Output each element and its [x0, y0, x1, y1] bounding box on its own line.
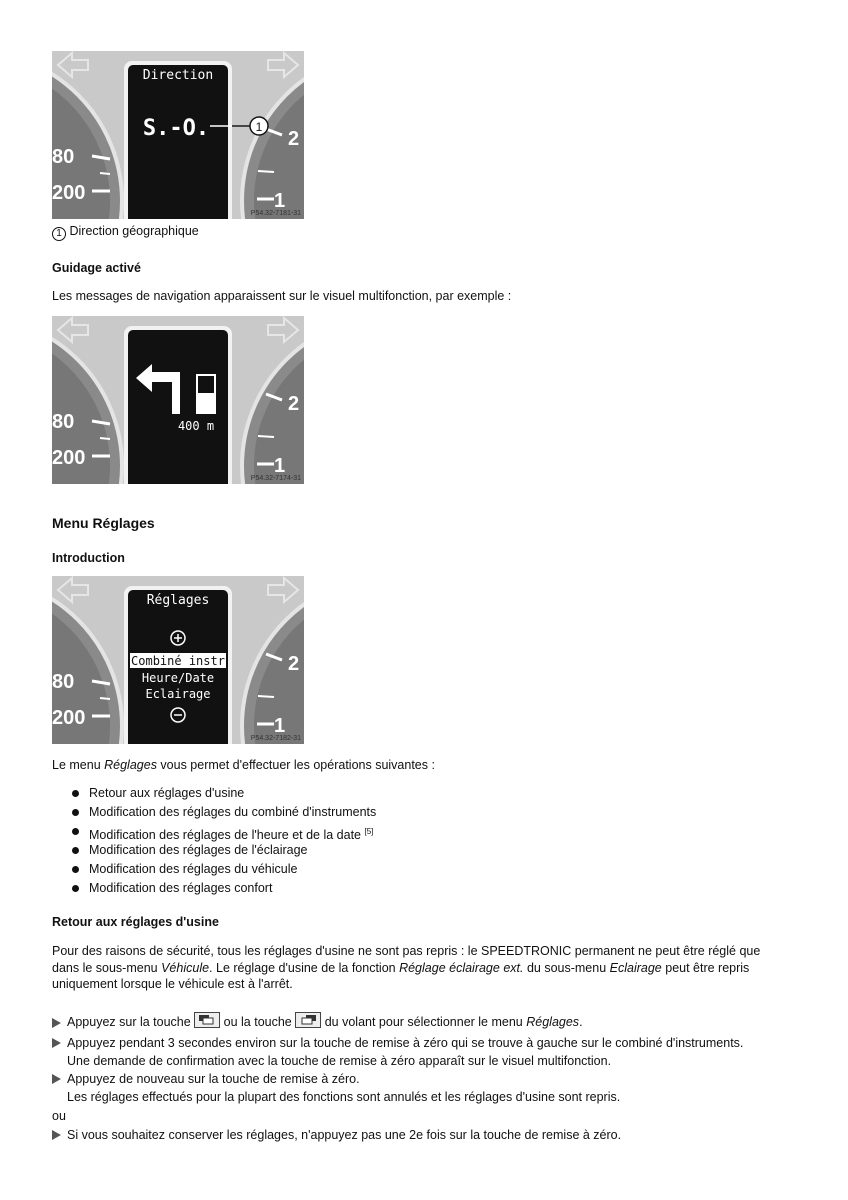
gauge-right-1: 1 [274, 455, 286, 477]
list-item: Modification des réglages confort [70, 879, 376, 898]
callout-number: 1 [255, 120, 263, 134]
bullet-icon [72, 809, 79, 816]
operations-list [70, 784, 376, 898]
list-item: Retour aux réglages d'usine [70, 784, 376, 803]
step-1: Appuyez sur la touche ou la touche du volant pour sélectionner le menu Réglages. [52, 1012, 792, 1034]
step-2: Appuyez pendant 3 secondes environ sur la touche de remise à zéro qui se trouve à gauche sur le combiné d'instruments. Une demande de confirmation avec la touche de remise à zéro apparaît sur le visuel multifonction. [52, 1034, 792, 1070]
retour-line-2: dans le sous-menu Véhicule. Le réglage d'usine de la fonction Réglage éclairage ext. du sous-menu Eclairage peut être repris [52, 960, 750, 975]
list-item: Modification des réglages de l'heure et de la date [5] [70, 822, 376, 841]
figure-reference: P54.32-7174-31 [250, 475, 301, 482]
display-title: Réglages [146, 593, 210, 608]
gauge-left-80: 80 [52, 411, 75, 433]
figure-menu-reglages [52, 576, 304, 744]
figure-reference: P54.32-7182-31 [250, 735, 301, 742]
gauge-right-2: 2 [288, 653, 300, 675]
figure-navigation-message [52, 316, 304, 484]
menu-item-eclairage: Eclairage [145, 687, 211, 701]
display-direction-value: S.-O. [142, 116, 210, 141]
figure-reference: P54.32-7181-31 [250, 210, 301, 217]
footnote-ref[interactable]: [5] [364, 827, 374, 836]
gauge-left-200: 200 [52, 182, 86, 204]
paragraph-retour [52, 943, 822, 993]
step-arrow-icon [52, 1018, 61, 1028]
display-title: Direction [142, 68, 214, 83]
or-text: ou [52, 1109, 66, 1123]
caption-text: Direction géographique [69, 224, 199, 238]
step-arrow-icon [52, 1074, 61, 1084]
steps-list [52, 1012, 792, 1144]
gauge-right-1: 1 [274, 190, 286, 212]
gauge-right-2: 2 [288, 128, 300, 150]
step-arrow-icon [52, 1038, 61, 1048]
intro-suffix: vous permet d'effectuer les opérations suivantes : [156, 758, 435, 772]
heading-retour: Retour aux réglages d'usine [52, 915, 219, 929]
gauge-right-2: 2 [288, 393, 300, 415]
bullet-icon [72, 847, 79, 854]
figure-caption [52, 223, 199, 239]
distance-bar [196, 374, 216, 414]
bullet-icon [72, 885, 79, 892]
gauge-left-80: 80 [52, 671, 75, 693]
list-item: Modification des réglages du véhicule [70, 860, 376, 879]
menu-item-combine: Combiné instr [131, 654, 225, 668]
heading-introduction: Introduction [52, 551, 125, 565]
retour-line-1: Pour des raisons de sécurité, tous les réglages d'usine ne sont pas repris : le SPEEDTRONIC permanent ne peut être réglé que [52, 944, 761, 958]
gauge-right-1: 1 [274, 715, 286, 737]
retour-line-3: uniquement lorsque le véhicule est à l'arrêt. [52, 977, 293, 991]
list-item: Modification des réglages de l'éclairage [70, 841, 376, 860]
gauge-left-200: 200 [52, 707, 86, 729]
figure-direction [52, 51, 304, 219]
gauge-left-200: 200 [52, 447, 86, 469]
heading-guidage: Guidage activé [52, 261, 141, 275]
gauge-left-80: 80 [52, 146, 75, 168]
list-item: Modification des réglages du combiné d'instruments [70, 803, 376, 822]
distance-text: 400 m [177, 419, 215, 433]
paragraph-guidage: Les messages de navigation apparaissent sur le visuel multifonction, par exemple : [52, 289, 512, 303]
step-3: Appuyez de nouveau sur la touche de remise à zéro. Les réglages effectués pour la plupart des fonctions sont annulés et les réglages d'usine sont repris. [52, 1070, 792, 1106]
paragraph-intro [52, 758, 435, 772]
caption-number: 1 [52, 227, 66, 241]
menu-item-heure: Heure/Date [141, 671, 215, 685]
step-4: Si vous souhaitez conserver les réglages, n'appuyez pas une 2e fois sur la touche de remise à zéro. [52, 1126, 792, 1144]
bullet-icon [72, 790, 79, 797]
next-menu-key-icon [295, 1012, 321, 1028]
prev-menu-key-icon [194, 1012, 220, 1028]
bullet-icon [72, 828, 79, 835]
bullet-icon [72, 866, 79, 873]
heading-menu-reglages: Menu Réglages [52, 515, 155, 531]
intro-prefix: Le menu [52, 758, 105, 772]
step-arrow-icon [52, 1130, 61, 1140]
intro-menu-name: Réglages [104, 758, 157, 772]
